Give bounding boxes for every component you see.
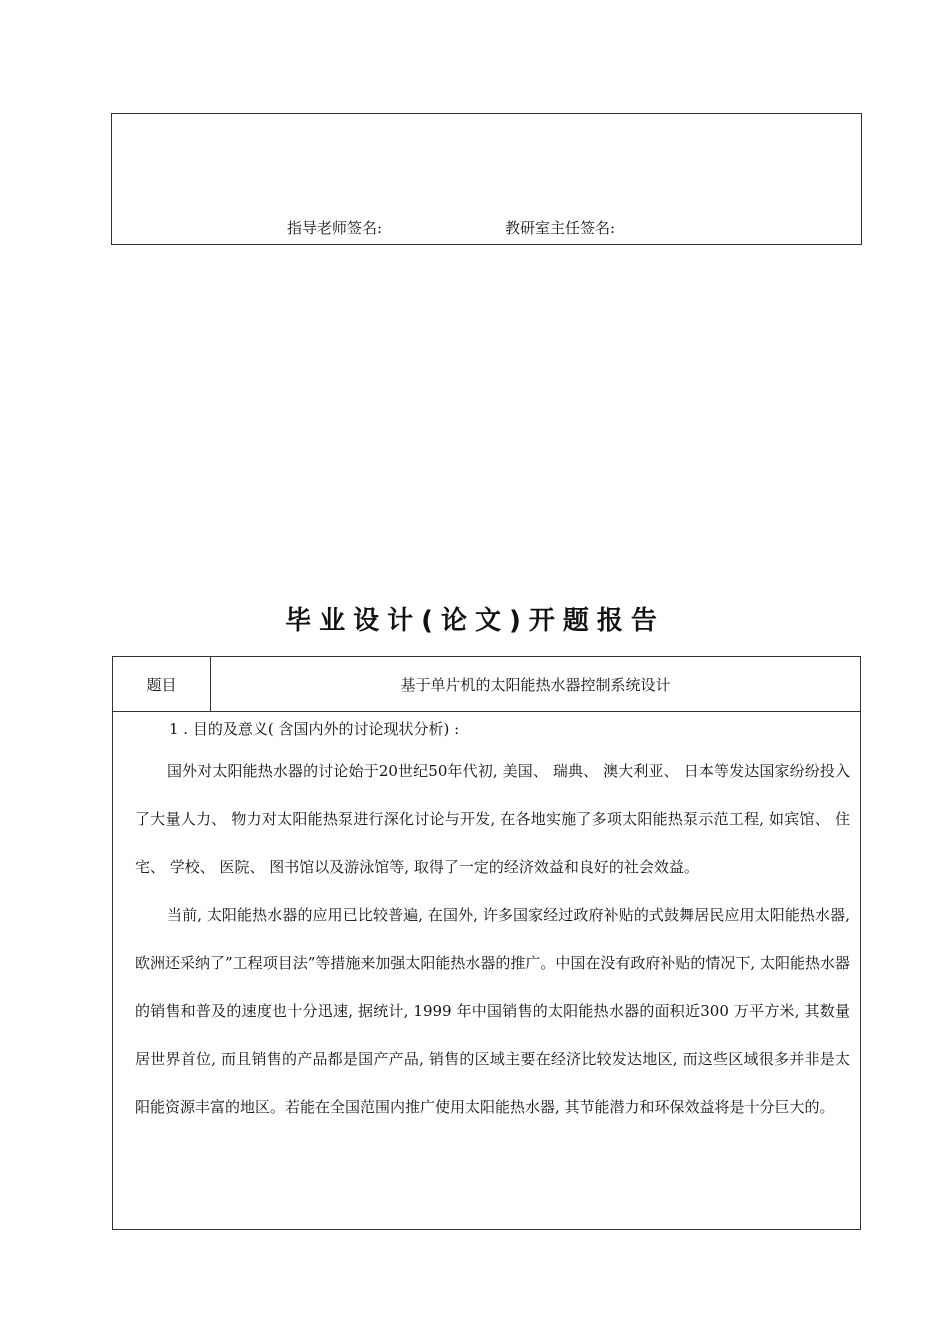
purpose-section: [135, 717, 850, 1131]
report-title: 毕业设计(论文)开题报告: [285, 606, 665, 636]
topic-row: [113, 657, 860, 712]
topic-value: 基于单片机的太阳能热水器控制系统设计: [400, 675, 671, 694]
section-heading: 1 . 目的及意义( 含国内外的讨论现状分析) :: [169, 720, 460, 738]
paragraph-foreign-research: 国外对太阳能热水器的讨论始于20世纪50年代初, 美国、 瑞典、 澳大利亚、 日本等发达国家纷纷投入了大量人力、 物力对太阳能热泵进行深化讨论与开发, 在各地实施了多项太阳能热泵示范工程, 如宾馆、 住宅、 学校、 医院、 图书馆以及游泳馆等, 取得了一定的经济效益和良好的社会效益。: [135, 762, 850, 876]
signature-box: [111, 113, 862, 245]
topic-label: 题目: [113, 657, 211, 711]
director-signature-label: 教研室主任签名:: [505, 219, 616, 237]
advisor-signature-label: 指导老师签名:: [287, 219, 383, 237]
paragraph-current-status: 当前, 太阳能热水器的应用已比较普遍, 在国外, 许多国家经过政府补贴的式鼓舞居民应用太阳能热水器, 欧洲还采纳了”工程项目法”等措施来加强太阳能热水器的推广。中国在没有政府补贴的情况下, 太阳能热水器的销售和普及的速度也十分迅速, 据统计, 1999 年中国销售的太阳能热水器的面积近300 万平方米, 其数量居世界首位, 而且销售的产品都是国产产品, 销售的区域主要在经济比较发达地区, 而这些区域很多并非是太阳能资源丰富的地区。若能在全国范围内推广使用太阳能热水器, 其节能潜力和环保效益将是十分巨大的。: [135, 906, 850, 1116]
report-table: [112, 656, 861, 1230]
